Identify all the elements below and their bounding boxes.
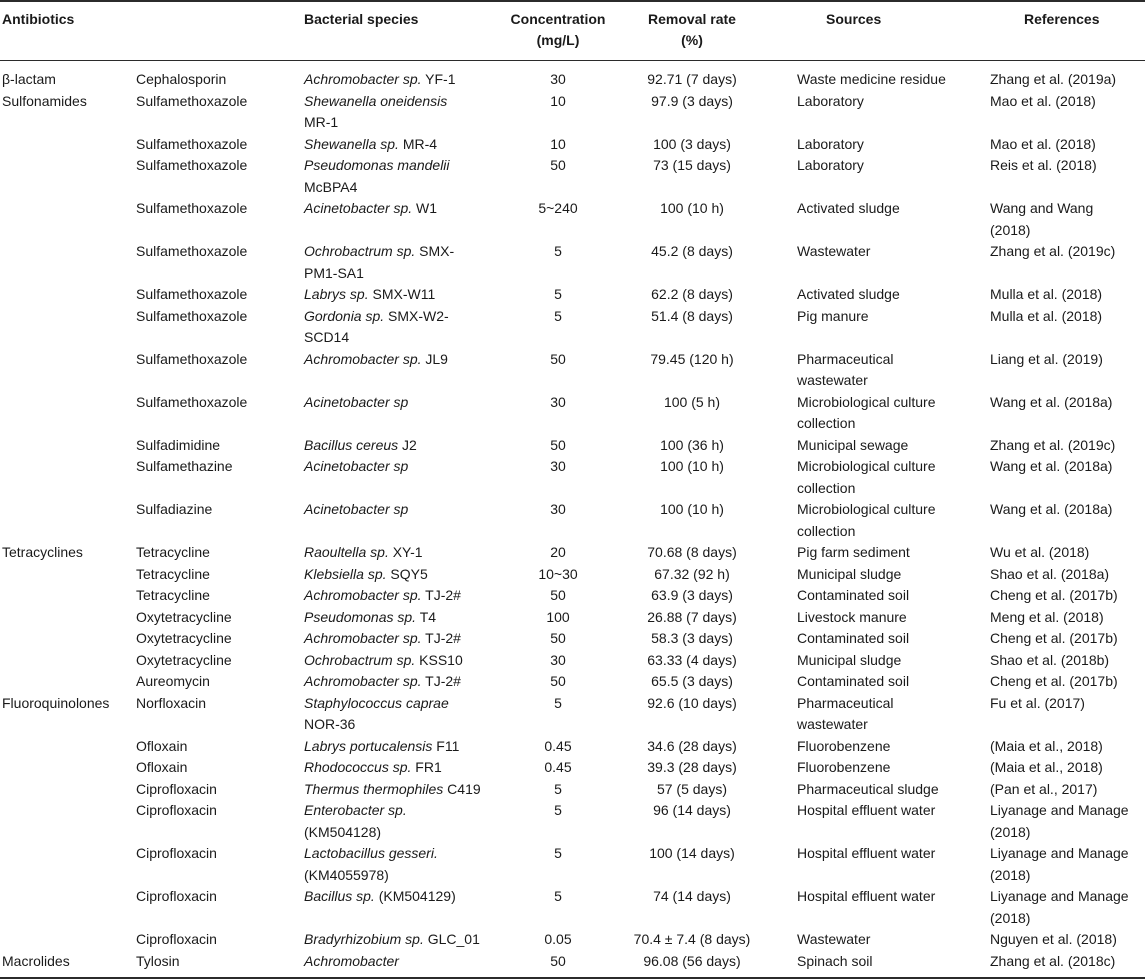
bacterial-species (304, 736, 459, 758)
reference-text: Zhang et al. (2019a) (990, 71, 1117, 87)
strain-id: JL9 (421, 350, 448, 367)
reference-text: Cheng et al. (2017b) (990, 587, 1118, 603)
species-name: Gordonia sp. (304, 307, 385, 324)
species-name: Klebsiella sp. (304, 565, 387, 582)
reference-text: Liang et al. (2019) (990, 350, 1103, 367)
strain-id: SMX-W2- (384, 307, 449, 324)
concentration-value: 5 (554, 694, 562, 711)
reference-text: Zhang et al. (2018c) (990, 952, 1116, 969)
source-text: Wastewater (797, 243, 871, 259)
reference-text: Cheng et al. (2017b) (990, 630, 1118, 646)
concentration-value: 20 (550, 544, 566, 560)
species-name: Achromobacter sp. (304, 630, 422, 646)
strain-id: SMX-W11 (368, 286, 436, 302)
antibiotic-name: Sulfadiazine (136, 501, 213, 517)
strain-id: C419 (443, 780, 481, 797)
bacterial-species (304, 929, 480, 951)
reference-text: (2018) (990, 866, 1031, 883)
strain-id: KSS10 (415, 651, 463, 668)
source-text: Spinach soil (797, 952, 873, 969)
concentration-value: 50 (550, 587, 566, 603)
reference-text: Mulla et al. (2018) (990, 286, 1103, 302)
header-sources: Sources (826, 11, 882, 27)
bacterial-species (304, 499, 408, 521)
removal-rate-value: 26.88 (7 days) (647, 608, 737, 625)
concentration-value: 0.45 (544, 759, 572, 775)
source-text: Laboratory (797, 92, 864, 109)
bacterial-species (304, 800, 407, 822)
removal-rate-value: 100 (10 h) (660, 458, 724, 474)
bacterial-species (304, 155, 450, 177)
concentration-value: 5~240 (538, 200, 578, 216)
concentration-value: 50 (550, 952, 566, 969)
antibiotic-name: Tetracycline (136, 587, 210, 603)
concentration-value: 10 (550, 135, 566, 152)
source-text: Microbiological culture (797, 501, 936, 517)
reference-text: Shao et al. (2018b) (990, 651, 1110, 668)
antibiotic-name: Ciprofloxacin (136, 845, 217, 861)
strain-id: (KM504128) (304, 823, 382, 840)
reference-text: Mao et al. (2018) (990, 135, 1096, 152)
source-text: collection (797, 479, 856, 496)
reference-text: Shao et al. (2018a) (990, 565, 1110, 582)
removal-rate-value: 45.2 (8 days) (651, 243, 733, 259)
source-text: Activated sludge (797, 200, 900, 216)
antibiotic-name: Norfloxacin (136, 694, 207, 711)
removal-rate-value: 63.9 (3 days) (651, 587, 733, 603)
bottom-rule (0, 977, 1145, 979)
bacterial-species (304, 757, 442, 779)
strain-id: (KM504129) (374, 888, 456, 904)
bacterial-species (304, 456, 408, 478)
reference-text: (Maia et al., 2018) (990, 759, 1103, 775)
reference-text: Wang and Wang (990, 200, 1094, 216)
bacterial-species (304, 177, 357, 199)
reference-text: (Pan et al., 2017) (990, 780, 1098, 797)
concentration-value: 30 (550, 71, 566, 87)
strain-id: MR-1 (304, 114, 339, 130)
strain-id: (KM4055978) (304, 866, 389, 883)
strain-id: T4 (416, 608, 437, 625)
concentration-value: 30 (550, 501, 566, 517)
class-label: Sulfonamides (2, 92, 87, 109)
concentration-value: 100 (546, 608, 570, 625)
reference-text: Reis et al. (2018) (990, 157, 1097, 173)
strain-id: SCD14 (304, 329, 350, 345)
antibiotic-name: Ciprofloxacin (136, 931, 217, 947)
source-text: Contaminated soil (797, 587, 910, 603)
antibiotic-name: Sulfamethoxazole (136, 307, 248, 324)
reference-text: Cheng et al. (2017b) (990, 673, 1118, 689)
antibiotic-name: Sulfamethoxazole (136, 393, 248, 410)
concentration-value: 30 (550, 458, 566, 474)
strain-id: XY-1 (388, 544, 423, 560)
bacterial-species (304, 91, 447, 113)
reference-text: (Maia et al., 2018) (990, 737, 1103, 754)
species-name: Bradyrhizobium sp. (304, 931, 424, 947)
species-name: Pseudomonas sp. (304, 608, 417, 625)
removal-rate-value: 79.45 (120 h) (650, 350, 734, 367)
removal-rate-value: 96 (14 days) (653, 802, 731, 818)
reference-text: Zhang et al. (2019c) (990, 436, 1116, 453)
species-name: Raoultella sp. (304, 544, 389, 560)
antibiotic-name: Ofloxain (136, 737, 188, 754)
source-text: wastewater (797, 716, 868, 732)
header-references: References (1024, 11, 1100, 27)
removal-rate-value: 57 (5 days) (656, 780, 728, 797)
species-name: Achromobacter sp. (304, 587, 422, 603)
antibiotic-name: Cephalosporin (136, 71, 227, 87)
strain-id: NOR-36 (304, 716, 356, 732)
bacterial-species (304, 714, 355, 736)
bacterial-species (304, 693, 449, 715)
species-name: Bacillus cereus (304, 436, 399, 453)
source-text: Activated sludge (797, 286, 900, 302)
source-text: Contaminated soil (797, 630, 910, 646)
strain-id: GLC_01 (423, 931, 480, 947)
bacterial-species (304, 69, 455, 91)
concentration-value: 50 (550, 157, 566, 173)
removal-rate-value: 73 (15 days) (653, 157, 731, 173)
reference-text: Meng et al. (2018) (990, 608, 1104, 625)
reference-text: (2018) (990, 909, 1031, 926)
source-text: Hospital effluent water (797, 888, 936, 904)
header-removal-unit: (%) (681, 32, 703, 48)
concentration-value: 5 (554, 286, 562, 302)
concentration-value: 5 (554, 307, 562, 324)
source-text: Fluorobenzene (797, 759, 891, 775)
species-name: Thermus thermophiles (304, 780, 444, 797)
source-text: Wastewater (797, 931, 871, 947)
reference-text: Liyanage and Manage (990, 845, 1129, 861)
strain-id: MR-4 (398, 135, 438, 152)
species-name: Acinetobacter sp. (304, 200, 413, 216)
source-text: Municipal sludge (797, 565, 902, 582)
reference-text: Nguyen et al. (2018) (990, 931, 1117, 947)
top-rule (0, 0, 1145, 2)
removal-rate-value: 65.5 (3 days) (651, 673, 733, 689)
strain-id: TJ-2# (421, 673, 461, 689)
source-text: Laboratory (797, 135, 864, 152)
bacterial-species (304, 306, 449, 328)
bacterial-species (304, 198, 437, 220)
bacterial-species (304, 284, 435, 306)
source-text: collection (797, 522, 856, 539)
strain-id: TJ-2# (421, 630, 461, 646)
removal-rate-value: 96.08 (56 days) (643, 952, 741, 969)
antibiotic-name: Oxytetracycline (136, 651, 232, 668)
removal-rate-value: 74 (14 days) (653, 888, 731, 904)
reference-text: Liyanage and Manage (990, 888, 1129, 904)
antibiotic-name: Sulfamethoxazole (136, 350, 248, 367)
concentration-value: 5 (554, 243, 562, 259)
antibiotic-name: Ciprofloxacin (136, 780, 217, 797)
reference-text: Liyanage and Manage (990, 802, 1129, 818)
reference-text: Zhang et al. (2019c) (990, 243, 1116, 259)
concentration-value: 50 (550, 673, 566, 689)
source-text: Fluorobenzene (797, 737, 891, 754)
class-label: Fluoroquinolones (2, 694, 110, 711)
reference-text: Mulla et al. (2018) (990, 307, 1103, 324)
source-text: Pharmaceutical sludge (797, 780, 939, 797)
antibiotic-name: Sulfamethoxazole (136, 286, 248, 302)
removal-rate-value: 100 (10 h) (660, 200, 724, 216)
source-text: Hospital effluent water (797, 845, 936, 861)
species-name: Shewanella oneidensis (304, 92, 448, 109)
source-text: wastewater (797, 372, 868, 388)
strain-id: FR1 (411, 759, 442, 775)
class-label: Macrolides (2, 952, 70, 969)
removal-rate-value: 100 (3 days) (653, 135, 731, 152)
reference-text: (2018) (990, 221, 1031, 238)
bacterial-species (304, 822, 381, 844)
source-text: collection (797, 415, 856, 431)
bacterial-species (304, 542, 423, 564)
bacterial-species (304, 951, 399, 973)
species-name: Pseudomonas mandelii (304, 157, 450, 173)
strain-id: F11 (432, 737, 460, 754)
strain-id: McBPA4 (304, 178, 358, 195)
source-text: Pharmaceutical (797, 694, 894, 711)
concentration-value: 5 (554, 888, 562, 904)
header-concentration: Concentration (510, 11, 606, 27)
concentration-value: 50 (550, 436, 566, 453)
strain-id: W1 (412, 200, 438, 216)
strain-id: SQY5 (386, 565, 428, 582)
species-name: Shewanella sp. (304, 135, 399, 152)
removal-rate-value: 67.32 (92 h) (654, 565, 730, 582)
species-name: Achromobacter (304, 952, 399, 969)
bacterial-species (304, 263, 364, 285)
species-name: Labrys sp. (304, 286, 369, 302)
concentration-value: 5 (554, 802, 562, 818)
concentration-value: 5 (554, 780, 562, 797)
bacterial-species (304, 112, 338, 134)
strain-id: SMX- (415, 243, 455, 259)
bacterial-species (304, 435, 417, 457)
removal-rate-value: 58.3 (3 days) (651, 630, 733, 646)
antibiotic-name: Oxytetracycline (136, 608, 232, 625)
bacterial-species (304, 671, 461, 693)
species-name: Lactobacillus gesseri. (304, 845, 438, 861)
antibiotic-name: Sulfadimidine (136, 436, 221, 453)
source-text: Laboratory (797, 157, 864, 173)
concentration-value: 0.05 (544, 931, 572, 947)
removal-rate-value: 100 (14 days) (649, 845, 735, 861)
removal-rate-value: 34.6 (28 days) (647, 737, 737, 754)
removal-rate-value: 97.9 (3 days) (651, 92, 733, 109)
source-text: Livestock manure (797, 608, 907, 625)
bacterial-species (304, 241, 454, 263)
concentration-value: 10~30 (538, 565, 578, 582)
species-name: Achromobacter sp. (304, 673, 422, 689)
reference-text: Wang et al. (2018a) (990, 501, 1113, 517)
bacterial-species (304, 349, 448, 371)
bacterial-species (304, 650, 463, 672)
antibiotic-name: Tetracycline (136, 565, 210, 582)
class-label: Tetracyclines (2, 544, 83, 560)
header-rule (0, 60, 1145, 61)
bacterial-species (304, 779, 481, 801)
concentration-value: 10 (550, 92, 566, 109)
antibiotic-name: Sulfamethoxazole (136, 92, 248, 109)
header-concentration-unit: (mg/L) (536, 32, 580, 48)
bacterial-species (304, 843, 438, 865)
reference-text: Wang et al. (2018a) (990, 393, 1113, 410)
species-name: Staphylococcus caprae (304, 694, 449, 711)
reference-text: Wu et al. (2018) (990, 544, 1090, 560)
removal-rate-value: 62.2 (8 days) (651, 286, 733, 302)
species-name: Enterobacter sp. (304, 802, 407, 818)
strain-id: PM1-SA1 (304, 264, 364, 281)
removal-rate-value: 100 (36 h) (660, 436, 724, 453)
bacterial-species (304, 865, 389, 887)
antibiotic-name: Ciprofloxacin (136, 888, 217, 904)
concentration-value: 5 (554, 845, 562, 861)
removal-rate-value: 63.33 (4 days) (647, 651, 737, 668)
removal-rate-value: 70.68 (8 days) (647, 544, 737, 560)
antibiotic-name: Ofloxain (136, 759, 188, 775)
antibiotic-name: Tetracycline (136, 544, 210, 560)
species-name: Acinetobacter sp (304, 458, 409, 474)
concentration-value: 50 (550, 630, 566, 646)
header-antibiotics: Antibiotics (2, 11, 75, 27)
source-text: Waste medicine residue (797, 71, 946, 87)
reference-text: Mao et al. (2018) (990, 92, 1096, 109)
antibiotic-name: Ciprofloxacin (136, 802, 217, 818)
reference-text: (2018) (990, 823, 1031, 840)
concentration-value: 30 (550, 651, 566, 668)
antibiotic-name: Sulfamethoxazole (136, 135, 248, 152)
removal-rate-value: 51.4 (8 days) (651, 307, 733, 324)
removal-rate-value: 92.71 (7 days) (647, 71, 737, 87)
source-text: Microbiological culture (797, 393, 936, 410)
reference-text: Fu et al. (2017) (990, 694, 1085, 711)
antibiotic-name: Aureomycin (136, 673, 210, 689)
source-text: Hospital effluent water (797, 802, 936, 818)
antibiotic-name: Oxytetracycline (136, 630, 232, 646)
source-text: Microbiological culture (797, 458, 936, 474)
species-name: Labrys portucalensis (304, 737, 433, 754)
species-name: Bacillus sp. (304, 888, 375, 904)
source-text: Pig farm sediment (797, 544, 910, 560)
antibiotic-name: Sulfamethoxazole (136, 157, 248, 173)
source-text: Pharmaceutical (797, 350, 894, 367)
bacterial-species (304, 607, 436, 629)
antibiotic-name: Sulfamethazine (136, 458, 233, 474)
concentration-value: 0.45 (544, 737, 572, 754)
bacterial-species (304, 134, 437, 156)
removal-rate-value: 100 (5 h) (663, 393, 721, 410)
strain-id: TJ-2# (421, 587, 461, 603)
strain-id: J2 (398, 436, 417, 453)
species-name: Achromobacter sp. (304, 71, 422, 87)
species-name: Acinetobacter sp (304, 393, 409, 410)
source-text: Contaminated soil (797, 673, 910, 689)
strain-id: YF-1 (421, 71, 456, 87)
species-name: Achromobacter sp. (304, 350, 422, 367)
species-name: Acinetobacter sp (304, 501, 409, 517)
source-text: Municipal sludge (797, 651, 902, 668)
bacterial-species (304, 585, 461, 607)
source-text: Municipal sewage (797, 436, 909, 453)
antibiotic-name: Sulfamethoxazole (136, 200, 248, 216)
header-bacterial-species: Bacterial species (304, 11, 419, 27)
reference-text: Wang et al. (2018a) (990, 458, 1113, 474)
removal-rate-value: 39.3 (28 days) (647, 759, 737, 775)
bacterial-species (304, 886, 456, 908)
bacterial-species (304, 327, 349, 349)
source-text: Pig manure (797, 307, 869, 324)
removal-rate-value: 70.4 ± 7.4 (8 days) (633, 931, 751, 947)
bacterial-species (304, 392, 408, 414)
concentration-value: 50 (550, 350, 566, 367)
removal-rate-value: 100 (10 h) (660, 501, 724, 517)
species-name: Ochrobactrum sp. (304, 243, 416, 259)
class-label: β-lactam (2, 71, 56, 87)
species-name: Rhodococcus sp. (304, 759, 412, 775)
removal-rate-value: 92.6 (10 days) (647, 694, 737, 711)
header-removal-rate: Removal rate (648, 11, 736, 27)
concentration-value: 30 (550, 393, 566, 410)
bacterial-species (304, 564, 428, 586)
bacterial-species (304, 628, 461, 650)
antibiotic-name: Tylosin (136, 952, 180, 969)
antibiotic-name: Sulfamethoxazole (136, 243, 248, 259)
species-name: Ochrobactrum sp. (304, 651, 416, 668)
